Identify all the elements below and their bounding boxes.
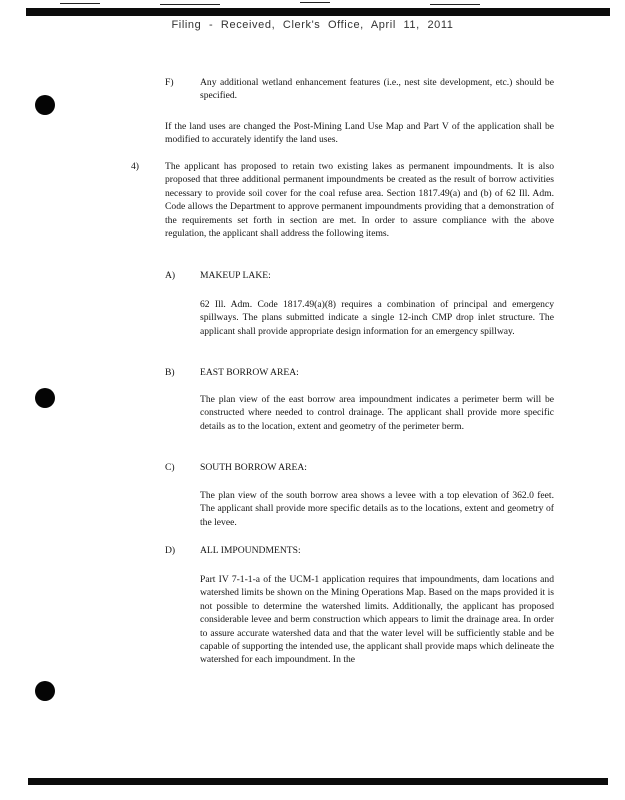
land-use-paragraph: If the land uses are changed the Post-Mining Land Use Map and Part V of the application shall be modified to accurately identify the land uses.	[165, 121, 554, 146]
item-f-label: F)	[165, 77, 174, 88]
item-f-text: Any additional wetland enhancement features (i.e., nest site development, etc.) should be specified.	[200, 77, 554, 102]
item-d-label: D)	[165, 545, 176, 556]
scan-speck	[60, 3, 100, 4]
item-d-text: Part IV 7-1-1-a of the UCM-1 application requires that impoundments, dam locations and watershed limits be shown on the Mining Operations Map. Based on the maps provided it is not possible to determine the watershed limits. Additionally, the applicant has proposed considerable levee and berm construction which appears to limit the drainage area. In order to assure accurate watershed data and that the water level will be sufficiently stable and be capable of supporting the intended use, the applicant shall provide maps which delineate the watershed for each impoundment. In the	[200, 574, 554, 666]
filing-stamp: Filing - Received, Clerk's Office, April 11, 2011	[171, 19, 454, 31]
item-c-heading: SOUTH BORROW AREA:	[200, 462, 307, 473]
punch-hole	[35, 95, 55, 115]
item-a-label: A)	[165, 270, 176, 281]
item-4-text: The applicant has proposed to retain two existing lakes as permanent impoundments. It is also proposed that three additional permanent impoundments be created as the result of borrow activities necessary to provide soil cover for the coal refuse area. Section 1817.49(a) and (b) of 62 Ill. Adm. Code allows the Department to approve permanent impoundments providing that a demonstration of the requirements set forth in section are met. In order to assure compliance with the above regulation, the applicant shall address the following items.	[165, 161, 554, 240]
item-a-text: 62 Ill. Adm. Code 1817.49(a)(8) requires a combination of principal and emergency spillways. The plans submitted indicate a single 12-inch CMP drop inlet structure. The applicant shall provide appropriate design information for an emergency spillway.	[200, 299, 554, 337]
item-4-number: 4)	[131, 161, 139, 172]
scan-speck	[160, 4, 220, 5]
item-b-label: B)	[165, 367, 175, 378]
scan-speck	[300, 2, 330, 3]
scan-bottom-border	[28, 778, 608, 785]
punch-hole	[35, 681, 55, 701]
item-c-label: C)	[165, 462, 175, 473]
punch-hole	[35, 388, 55, 408]
item-c-text: The plan view of the south borrow area shows a levee with a top elevation of 362.0 feet. The applicant shall provide more specific details as to the locations, extent and geometry of the levee.	[200, 490, 554, 528]
item-b-text: The plan view of the east borrow area impoundment indicates a perimeter berm will be constructed where needed to control drainage. The applicant shall provide more specific details as to the location, extent and geometry of the perimeter berm.	[200, 394, 554, 432]
scan-speck	[430, 4, 480, 5]
item-d-heading: ALL IMPOUNDMENTS:	[200, 545, 301, 556]
item-b-heading: EAST BORROW AREA:	[200, 367, 299, 378]
scan-top-border	[26, 8, 610, 16]
item-a-heading: MAKEUP LAKE:	[200, 270, 271, 281]
